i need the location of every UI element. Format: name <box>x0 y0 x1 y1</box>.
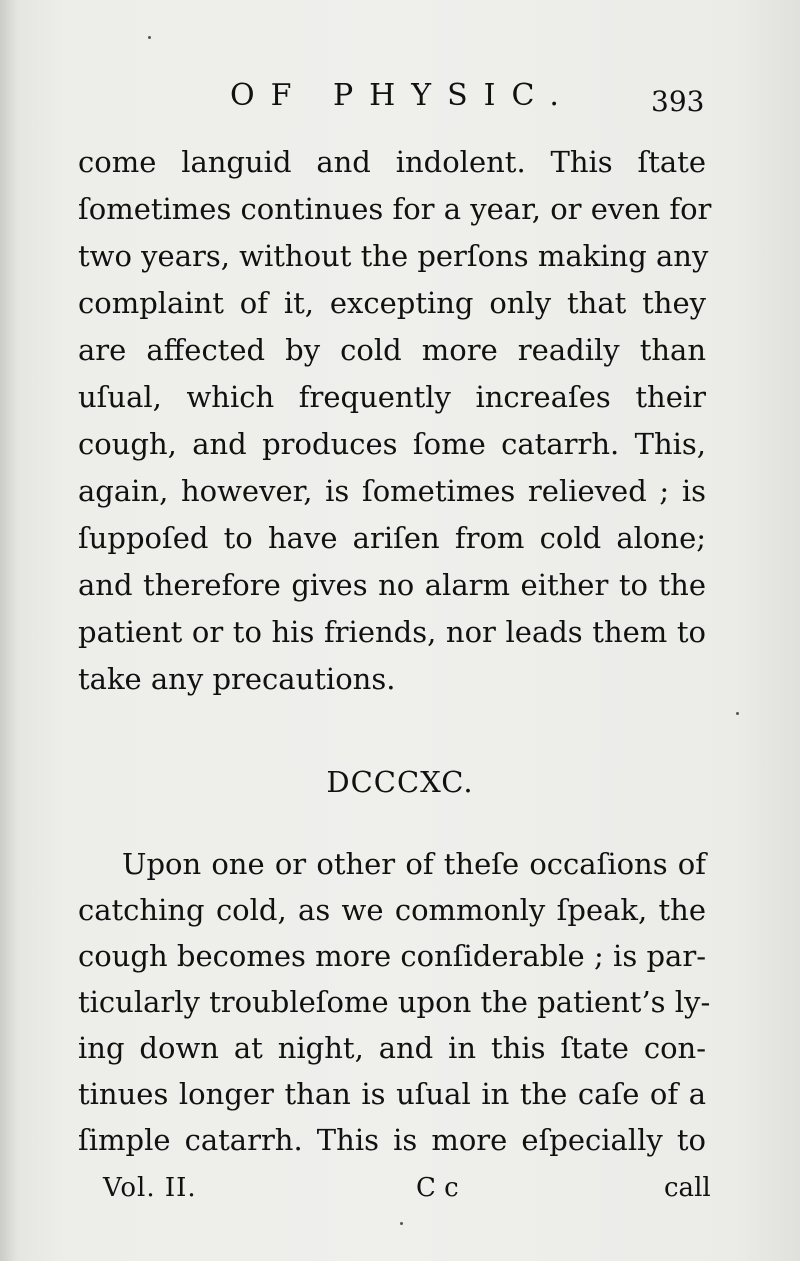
text-line: cough, and produces ſome catarrh. This, <box>78 427 706 461</box>
text-line: Upon one or other of theſe occaſions of <box>122 847 706 881</box>
running-title: OF PHYSIC. <box>230 78 575 113</box>
catchword: call <box>664 1173 711 1203</box>
page-number: 393 <box>651 85 705 118</box>
section-heading: DCCCXC. <box>326 765 474 799</box>
text-line: two years, without the perſons making any <box>78 239 709 273</box>
page-footer <box>0 1168 800 1208</box>
text-line: cough becomes more conſiderable ; is par- <box>78 939 706 973</box>
paper-speck <box>736 712 739 715</box>
text-line: complaint of it, excepting only that they <box>78 286 706 320</box>
text-line: uſual, which frequently increaſes their <box>78 380 706 414</box>
text-line: come languid and indolent. This ſtate <box>78 145 706 179</box>
text-line: ſometimes continues for a year, or even for <box>78 192 712 226</box>
text-line: again, however, is ſometimes relieved ; is <box>78 474 706 508</box>
text-line: ſimple catarrh. This is more eſpecially to <box>78 1123 706 1157</box>
text-line: and therefore gives no alarm either to the <box>78 568 706 602</box>
text-line: tinues longer than is uſual in the caſe of a <box>78 1077 706 1111</box>
text-line: are affected by cold more readily than <box>78 333 706 367</box>
text-line: patient or to his friends, nor leads them to <box>78 615 706 649</box>
text-line: take any precautions. <box>78 662 396 696</box>
volume-label: Vol. II. <box>103 1173 197 1203</box>
text-line: ſuppoſed to have ariſen from cold alone; <box>78 521 706 555</box>
running-head <box>0 72 800 120</box>
signature-mark: C c <box>416 1173 459 1203</box>
text-line: ing down at night, and in this ſtate con- <box>78 1031 706 1065</box>
spine-shadow <box>0 0 18 1261</box>
paper-speck <box>148 36 151 39</box>
text-line: catching cold, as we commonly ſpeak, the <box>78 893 706 927</box>
text-line: ticularly troubleſome upon the patient’s ly- <box>78 985 711 1019</box>
paper-speck <box>400 1222 403 1225</box>
